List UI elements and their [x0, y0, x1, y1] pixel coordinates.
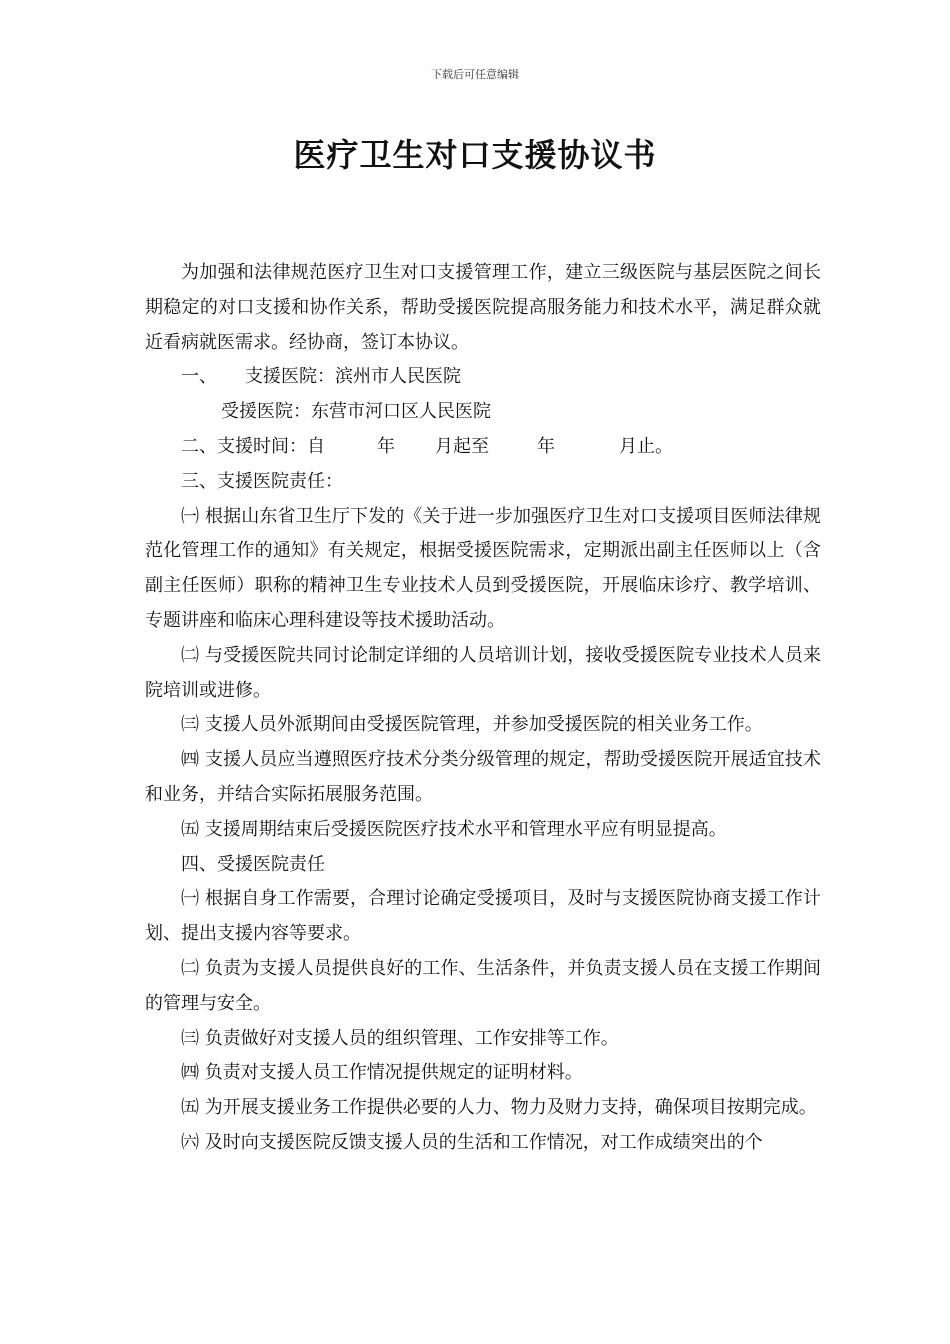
section-4-item-1: ㈠ 根据自身工作需要，合理讨论确定受援项目，及时与支援医院协商支援工作计划、提出支援内容等要求。	[145, 888, 821, 945]
section-4-item-5: ㈤ 为开展支援业务工作提供必要的人力、物力及财力支持，确保项目按期完成。	[181, 1097, 817, 1119]
section-1-number: 一、	[181, 366, 217, 388]
section-4-item-4: ㈣ 负责对支援人员工作情况提供规定的证明材料。	[181, 1062, 583, 1084]
document-title: 医疗卫生对口支援协议书	[293, 136, 657, 174]
header-note: 下载后可任意编辑	[431, 68, 519, 81]
section-3-item-1: ㈠ 根据山东省卫生厅下发的《关于进一步加强医疗卫生对口支援项目医师法律规范化管理工作的通知》有关规定，根据受援医院需求，定期派出副主任医师以上（含副主任医师）职称的精神卫生专业技术人员到受援医院，开展临床诊疗、教学培训、专题讲座和临床心理科建设等技术援助活动。	[145, 505, 821, 631]
section-2-year-2: 年	[537, 435, 555, 457]
section-1-receiving-hospital: 受援医院：东营市河口区人民医院	[221, 401, 491, 423]
document-body	[145, 256, 821, 1161]
section-4-item-2: ㈡ 负责为支援人员提供良好的工作、生活条件，并负责支援人员在支援工作期间的管理与安全。	[145, 957, 821, 1014]
section-3-item-2: ㈡ 与受援医院共同讨论制定详细的人员培训计划，接收受援医院专业技术人员来院培训或进修。	[145, 644, 821, 701]
section-3-title: 三、支援医院责任：	[181, 470, 343, 492]
section-2-year-1: 年	[377, 435, 395, 457]
section-3-item-5: ㈤ 支援周期结束后受援医院医疗技术水平和管理水平应有明显提高。	[181, 818, 727, 840]
section-4-item-6: ㈥ 及时向支援医院反馈支援人员的生活和工作情况，对工作成绩突出的个	[181, 1131, 763, 1153]
intro-paragraph: 为加强和法律规范医疗卫生对口支援管理工作，建立三级医院与基层医院之间长期稳定的对口支援和协作关系，帮助受援医院提高服务能力和技术水平，满足群众就近看病就医需求。经协商，签订本协议。	[145, 262, 821, 353]
section-2-month-2: 月止。	[619, 435, 673, 457]
section-2-month-1: 月起至	[435, 435, 489, 457]
section-1-supporting-hospital	[145, 360, 821, 395]
section-4-title: 四、受援医院责任	[181, 853, 325, 875]
section-4-item-3: ㈢ 负责做好对支援人员的组织管理、工作安排等工作。	[181, 1027, 619, 1049]
section-1-text: 支援医院：滨州市人民医院	[245, 366, 461, 388]
section-2-support-period	[145, 430, 821, 465]
section-3-item-3: ㈢ 支援人员外派期间由受援医院管理，并参加受援医院的相关业务工作。	[181, 714, 763, 736]
section-3-item-4: ㈣ 支援人员应当遵照医疗技术分类分级管理的规定，帮助受援医院开展适宜技术和业务，并结合实际拓展服务范围。	[145, 749, 821, 805]
section-2-prefix: 二、支援时间：自	[181, 435, 325, 457]
